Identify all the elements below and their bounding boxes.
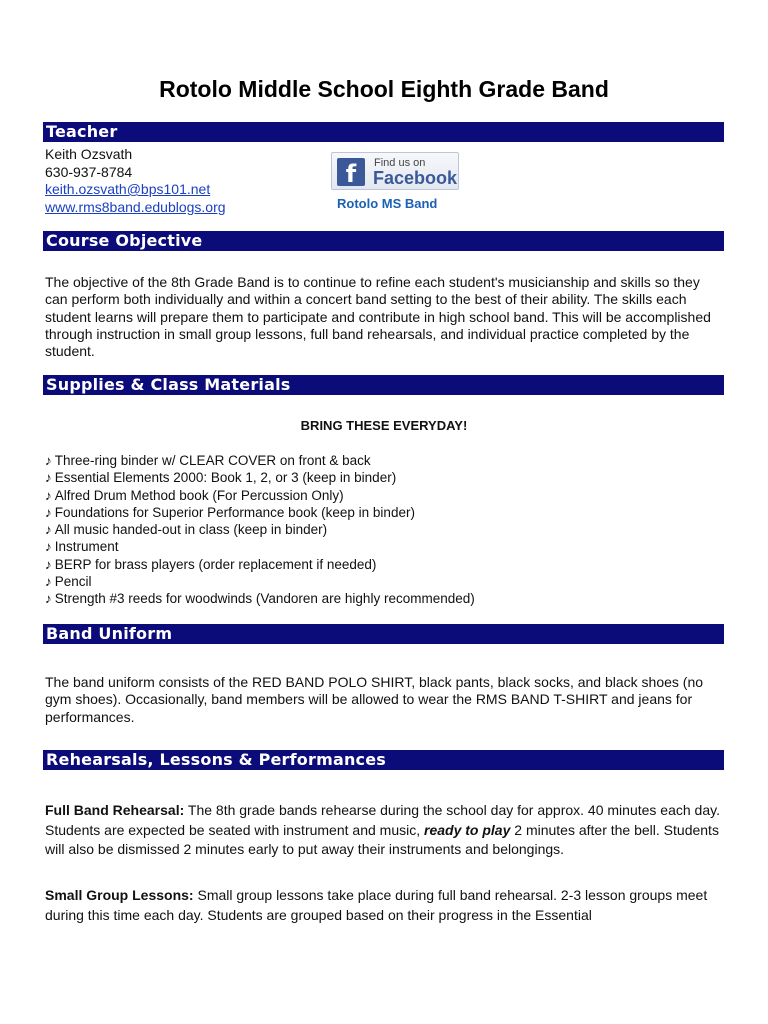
list-item: ♪ Strength #3 reeds for woodwinds (Vandoren are highly recommended): [45, 591, 475, 607]
facebook-caption: Rotolo MS Band: [337, 196, 438, 211]
list-item: ♪ Three-ring binder w/ CLEAR COVER on front & back: [45, 453, 371, 468]
music-note-icon: ♪: [45, 539, 52, 555]
list-item: ♪ Alfred Drum Method book (For Percussion Only): [45, 487, 344, 503]
section-header-supplies: Supplies & Class Materials: [43, 375, 724, 395]
music-note-icon: ♪: [45, 574, 52, 590]
supplies-heading: BRING THESE EVERYDAY!: [300, 418, 468, 433]
facebook-icon: f: [337, 158, 365, 186]
full-rehearsal-paragraph: Full Band Rehearsal: The 8th grade bands rehearse during the school day for approx. 40 minutes each day. Students are expected be seated with instrument and music, ready to play 2 minutes after the bell. Students will also be dismissed 2 minutes early to put away their instruments and belongings.: [45, 802, 720, 857]
uniform-paragraph: The band uniform consists of the RED BAND POLO SHIRT, black pants, black socks, and black shoes (no gym shoes). Occasionally, band members will be allowed to wear the RMS BAND T-SHIRT and jeans for performances.: [45, 674, 704, 725]
list-item: ♪ All music handed-out in class (keep in binder): [45, 522, 328, 538]
section-header-rehearsals: Rehearsals, Lessons & Performances: [43, 750, 724, 770]
small-group-label: Small Group Lessons:: [45, 887, 194, 903]
teacher-phone: 630-937-8784: [45, 163, 133, 180]
list-item: ♪ Instrument: [45, 539, 119, 555]
section-header-objective: Course Objective: [43, 231, 724, 251]
music-note-icon: ♪: [45, 504, 52, 520]
list-item: ♪ Pencil: [45, 574, 92, 590]
supplies-list: [45, 452, 475, 608]
section-header-teacher: Teacher: [43, 122, 724, 142]
website-link[interactable]: www.rms8band.edublogs.org: [45, 198, 226, 215]
objective-paragraph: The objective of the 8th Grade Band is to continue to refine each student's musicianship and skills so they can perform both individually and within a concert band setting to the best of their ability. The skills each student learns will prepare them to participate and contribute in high school band. This will be accomplished through instruction in small group lessons, full band rehearsals, and individual practice completed by the student.: [45, 274, 711, 360]
small-group-paragraph: Small Group Lessons: Small group lessons take place during full band rehearsal. 2-3 lesson groups meet during this time each day. Students are grouped based on their progress in the Essential: [45, 887, 708, 923]
teacher-email-link[interactable]: keith.ozsvath@bps101.net: [45, 181, 211, 197]
facebook-find-text: Find us on: [374, 157, 426, 169]
teacher-name: Keith Ozsvath: [45, 146, 133, 162]
list-item: ♪ BERP for brass players (order replacement if needed): [45, 556, 377, 572]
list-item: ♪ Foundations for Superior Performance book (keep in binder): [45, 504, 415, 520]
music-note-icon: ♪: [45, 556, 52, 572]
facebook-badge[interactable]: [331, 152, 459, 190]
facebook-brand-text: Facebook: [373, 168, 458, 188]
music-note-icon: ♪: [45, 591, 52, 607]
teacher-info: [45, 146, 226, 216]
page-title: Rotolo Middle School Eighth Grade Band: [159, 76, 609, 102]
music-note-icon: ♪: [45, 453, 52, 468]
music-note-icon: ♪: [45, 487, 52, 503]
section-header-uniform: Band Uniform: [43, 624, 724, 644]
music-note-icon: ♪: [45, 522, 52, 538]
full-rehearsal-label: Full Band Rehearsal:: [45, 802, 185, 818]
music-note-icon: ♪: [45, 470, 52, 486]
list-item: ♪ Essential Elements 2000: Book 1, 2, or 3 (keep in binder): [45, 470, 397, 486]
ready-to-play-emphasis: ready to play: [424, 821, 511, 838]
